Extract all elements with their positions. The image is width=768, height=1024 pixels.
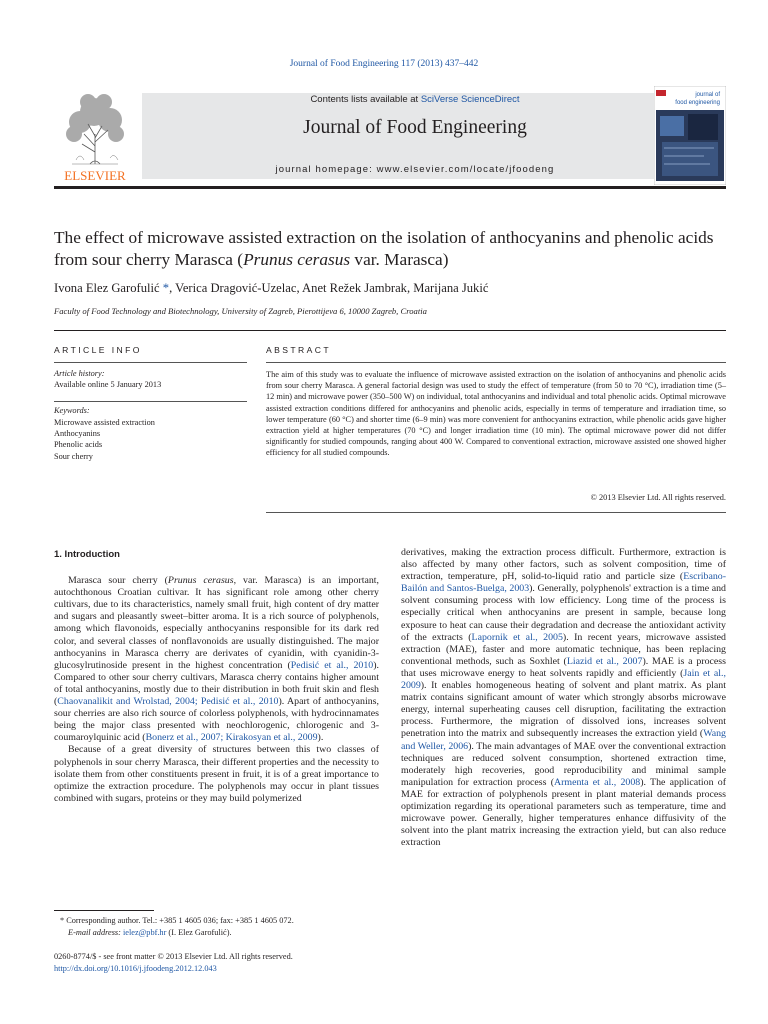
elsevier-logo [54,86,136,185]
paragraph-text: ). In recent years, microwave assisted extraction (MAE), faster and more automatic technique, has been replacing conventional methods, such as Soxhlet ( [401,631,726,667]
article-info-heading: ARTICLE INFO [54,345,142,355]
paragraph-text: Marasca sour cherry ( [68,575,168,587]
title-part2: var. Marasca) [350,249,449,269]
front-matter [54,951,293,975]
citation-link[interactable]: Liazid et al., 2007 [566,655,643,667]
keyword-item: Microwave assisted extraction [54,418,155,427]
article-history-label: Article history: [54,369,105,378]
abstract-copyright: © 2013 Elsevier Ltd. All rights reserved. [590,493,726,502]
paragraph-text: ). Compared to other sour cherry cultivars, Marasca cherry contains higher amount of total anthocyanins, mostly due to their distribution in both fruit skin and flesh ( [54,659,379,708]
masthead-banner [142,93,688,179]
journal-citation[interactable]: Journal of Food Engineering 117 (2013) 437–442 [289,59,479,69]
email-suffix: (I. Elez Garofulić). [166,927,232,937]
citation-link[interactable]: Armenta et al., 2008 [554,776,641,788]
email-link[interactable]: ielez@pbf.hr [123,927,167,937]
paragraph-text: ). The main advantages of MAE over the conventional extraction techniques are reduced solvent consumption, shortened extraction time, moderately high recoveries, good reproducibility and minimal sample manipulation for extraction process ( [401,740,726,788]
citation-link[interactable]: Jain et al., 2009 [401,667,726,692]
corresponding-author-note: * Corresponding author. Tel.: +385 1 4605 036; fax: +385 1 4605 072. [60,916,294,925]
body-column-left [54,547,379,805]
email-label: E-mail address: [68,927,123,937]
article-title [54,227,726,270]
citation-link[interactable]: Bonerz et al., 2007; Kirakosyan et al., 2009 [145,732,318,744]
paragraph-text: ). Generally, polyphenols' extraction is a time and solvent consuming process with low efficiency. Long time of the process is especially critical when anthocyanins are present in sample, because long exposure to heat can cause their degradation and decrease the antioxidant activity of the extracts ( [401,583,726,643]
masthead-rule [54,186,726,189]
paragraph-text: , var. Marasca) is an important, autochthonous Croatian cultivar. It has significant role among other cherry cultivars, due to its characteristics, namely small fruit, high content of dry matter and sugars and pleasantly sweet–bitter aroma. It is a rich source of polyphenols, among which flavonoids, especially anthocyanins responsible for its dark red color, and several classes of nonflavonoids are usually distinguished. The major anthocyanins in Marasca cherry are derivates of cyanidin, with cyanidin-3-glucosylrutinoside present in the highest concentration ( [54,575,379,671]
intro-paragraph-continued [401,547,726,849]
footnote-rule [54,910,154,911]
article-info-rule-mid [54,401,247,402]
cover-title-line1: journal of [695,92,720,98]
journal-title: Journal of Food Engineering [303,117,527,138]
paragraph-text: ). It enables homogeneous heating of solvent and plant matrix. As plant matrix contains significant amount of water which strongly absorbs microwave energy, internal superheating causes cell disruption, facilitating the extraction process. Furthermore, the migration of dissolved ions, increases solvent penetration into the matrix and subsequently increases the extraction yield ( [401,680,726,740]
section-heading-introduction: 1. Introduction [54,549,120,560]
intro-paragraph-1 [54,575,379,744]
italic-text: Prunus cerasus [167,575,234,587]
intro-paragraph-2: Because of a great diversity of structures between this two classes of polyphenols in sour cherry Marasca, their different properties and the necessity to isolate them from other constituents present in fruit, it is of a great importance to optimize the extraction procedure. The polyphenols may occur in plant tissues combined with sugars, proteins or they may build polymerized [54,744,379,804]
article-info-rule-top [54,362,247,363]
journal-masthead [54,86,726,185]
sciencedirect-link[interactable]: SciVerse ScienceDirect [420,94,520,105]
citation-link[interactable]: Pedisić et al., 2010 [290,659,374,671]
abstract-rule-bottom [266,512,726,513]
journal-homepage[interactable]: journal homepage: www.elsevier.com/locate/jfoodeng [275,164,555,175]
other-authors: , Verica Dragović-Uzelac, Anet Režek Jambrak, Marijana Jukić [169,281,489,295]
paragraph-text: derivatives, making the extraction process difficult. Furthermore, extraction is also affected by many other factors, such as solvent composition, time of extraction, temperature, pH, solid-to-liquid ratio and particle size ( [401,547,726,583]
elsevier-wordmark: ELSEVIER [64,168,126,183]
title-part1: The effect of microwave assisted extraction on the isolation of anthocyanins and phenolic acids from sour cherry Marasca ( [54,228,714,269]
paragraph-text: ). The application of MAE for extraction of polyphenols present in plant material demands process optimization regarding its operational parameters such as temperature, time and microwave power. Generally, higher temperatures enhance diffusivity of the solvent into the plant matrix increasing the extraction yield, but can also reduce extraction [401,776,727,849]
contents-line [142,94,688,105]
cover-title-line2: food engineering [675,100,720,106]
keyword-item: Phenolic acids [54,440,103,450]
doi-link[interactable]: http://dx.doi.org/10.1016/j.jfoodeng.2012.12.043 [54,963,217,973]
corresponding-author-mark[interactable]: * [159,281,170,295]
section-rule [54,330,726,331]
keywords-label: Keywords: [54,406,90,415]
article-history-value: Available online 5 January 2013 [54,380,162,389]
paragraph-text: ). [317,732,324,744]
abstract-rule-top [266,362,726,363]
author-corresponding[interactable]: Ivona Elez Garofulić [54,281,160,295]
issn-line: 0260-8774/$ - see front matter © 2013 Elsevier Ltd. All rights reserved. [54,952,293,961]
paragraph-text: ). Apart of anthocyanins, sour cherries are also rich source of colorless polyphenols, with hydrocinnamates being the major class presented with neochlorogenic, chlorogenic and 3-coumaroylquinic acid ( [54,696,379,744]
affiliation: Faculty of Food Technology and Biotechnology, University of Zagreb, Pierottijeva 6, 10000 Zagreb, Croatia [54,306,427,316]
abstract-text: The aim of this study was to evaluate the influence of microwave assisted extraction on the isolation of anthocyanins and phenolic acids from sour cherry Marasca. A general factorial design was used to study the effect of temperature (from 50 to 70 °C), irradiation time (5–12 min) and microwave power (350–500 W) on individual, total anthocyanins and individual and total phenolic acids. Optimal microwave assisted extraction conditions differed for anthocyanins and phenolic acids, especially in terms of temperature and irradiation time, so lower temperature (60 °C) and shorter time (6–9 min) was more convenient for anthocyanins extraction, while phenolic acids gave higher extraction yield at higher temperatures (70 °C) and longer irradiation time (10 min). The optimal microwave power did not differ significantly for studied compounds, ranging about 400 W. Compared to conventional extraction, microwave assisted one showed higher efficiency for all studied compounds. [266,370,726,458]
abstract-heading: ABSTRACT [266,345,332,355]
author-list [54,281,488,296]
keyword-item: Sour cherry [54,451,93,461]
keyword-item: Anthocyanins [54,429,101,439]
citation-link[interactable]: Chaovanalikit and Wrolstad, 2004; Pedisić et al., 2010 [57,696,279,708]
email-line [54,927,384,939]
keywords-list [54,417,155,462]
citation-link[interactable]: Lapornik et al., 2005 [471,631,563,643]
footnote [54,915,384,939]
citation-link[interactable]: Wang and Weller, 2006 [401,728,726,752]
paragraph-text: ). MAE is a process that uses microwave energy to heat solvents rapidly and efficiently ( [401,655,726,679]
title-species: Prunus cerasus [243,249,351,269]
journal-cover-thumbnail[interactable] [654,86,726,185]
body-column-right [401,547,726,849]
contents-prefix: Contents lists available at [310,94,421,105]
citation-link[interactable]: Escribano-Bailón and Santos-Buelga, 2003 [401,571,726,595]
